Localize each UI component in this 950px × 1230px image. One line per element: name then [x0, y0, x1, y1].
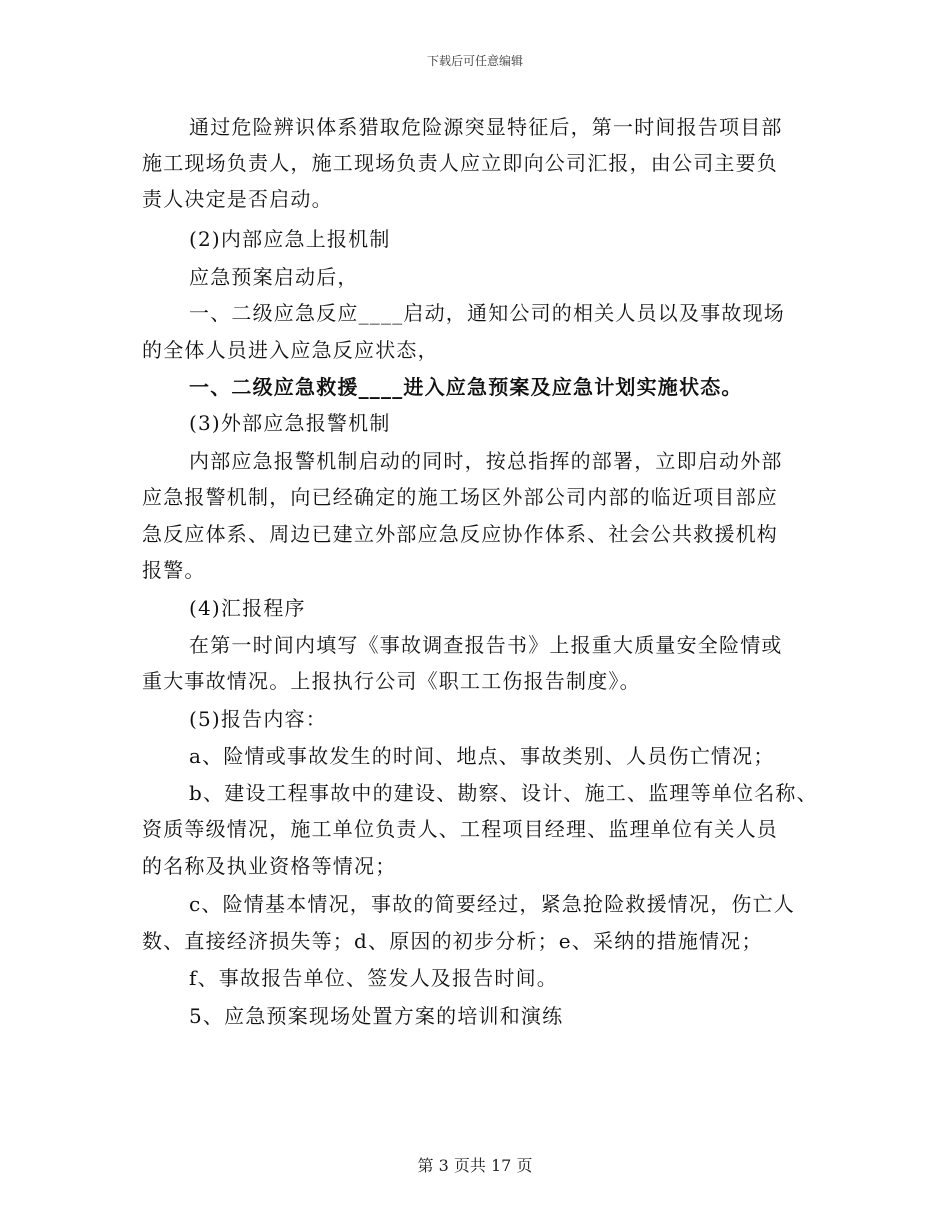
- list-item: a、险情或事故发生的时间、地点、事故类别、人员伤亡情况；: [189, 744, 775, 768]
- list-item: b、建设工程事故中的建设、勘察、设计、施工、监理等单位名称、: [189, 781, 818, 805]
- paragraph-line: 在第一时间内填写《事故调查报告书》上报重大质量安全险情或: [189, 633, 783, 657]
- paragraph-line: 资质等级情况，施工单位负责人、工程项目经理、监理单位有关人员: [142, 817, 778, 841]
- paragraph-line: 急反应体系、周边已建立外部应急反应协作体系、社会公共救援机构: [142, 522, 778, 546]
- list-item: f、事故报告单位、签发人及报告时间。: [189, 966, 559, 990]
- paragraph-line: 报警。: [142, 558, 206, 582]
- section-heading: (5)报告内容：: [189, 707, 327, 731]
- paragraph-line: 通过危险辨识体系猎取危险源突显特征后，第一时间报告项目部: [189, 115, 783, 139]
- section-heading: 5、应急预案现场处置方案的培训和演练: [189, 1004, 564, 1028]
- paragraph-line: 数、直接经济损失等；d、原因的初步分析；e、采纳的措施情况；: [142, 929, 763, 953]
- paragraph-line: 重大事故情况。上报执行公司《职工工伤报告制度》。: [142, 669, 641, 693]
- paragraph-line: 一、二级应急反应____启动，通知公司的相关人员以及事故现场: [189, 301, 785, 325]
- bold-paragraph-line: 一、二级应急救援____进入应急预案及应急计划实施状态。: [189, 375, 743, 399]
- paragraph-line: 责人决定是否启动。: [142, 187, 333, 211]
- section-heading: (2)内部应急上报机制: [189, 227, 391, 251]
- paragraph-line: 应急报警机制，向已经确定的施工场区外部公司内部的临近项目部应: [142, 485, 778, 509]
- paragraph-line: 内部应急报警机制启动的同时，按总指挥的部署，立即启动外部: [189, 449, 783, 473]
- list-item: c、险情基本情况，事故的简要经过，紧急抢险救援情况，伤亡人: [189, 892, 796, 916]
- page-footer: 第 3 页共 17 页: [417, 1156, 533, 1175]
- paragraph-line: 的名称及执业资格等情况；: [142, 854, 397, 878]
- page-header: 下载后可任意编辑: [426, 54, 523, 68]
- paragraph-line: 施工现场负责人，施工现场负责人应立即向公司汇报，由公司主要负: [142, 151, 778, 175]
- paragraph-line: 的全体人员进入应急反应状态，: [142, 338, 439, 362]
- paragraph-line: 应急预案启动后，: [189, 265, 359, 289]
- section-heading: (4)汇报程序: [189, 596, 306, 620]
- section-heading: (3)外部应急报警机制: [189, 411, 391, 435]
